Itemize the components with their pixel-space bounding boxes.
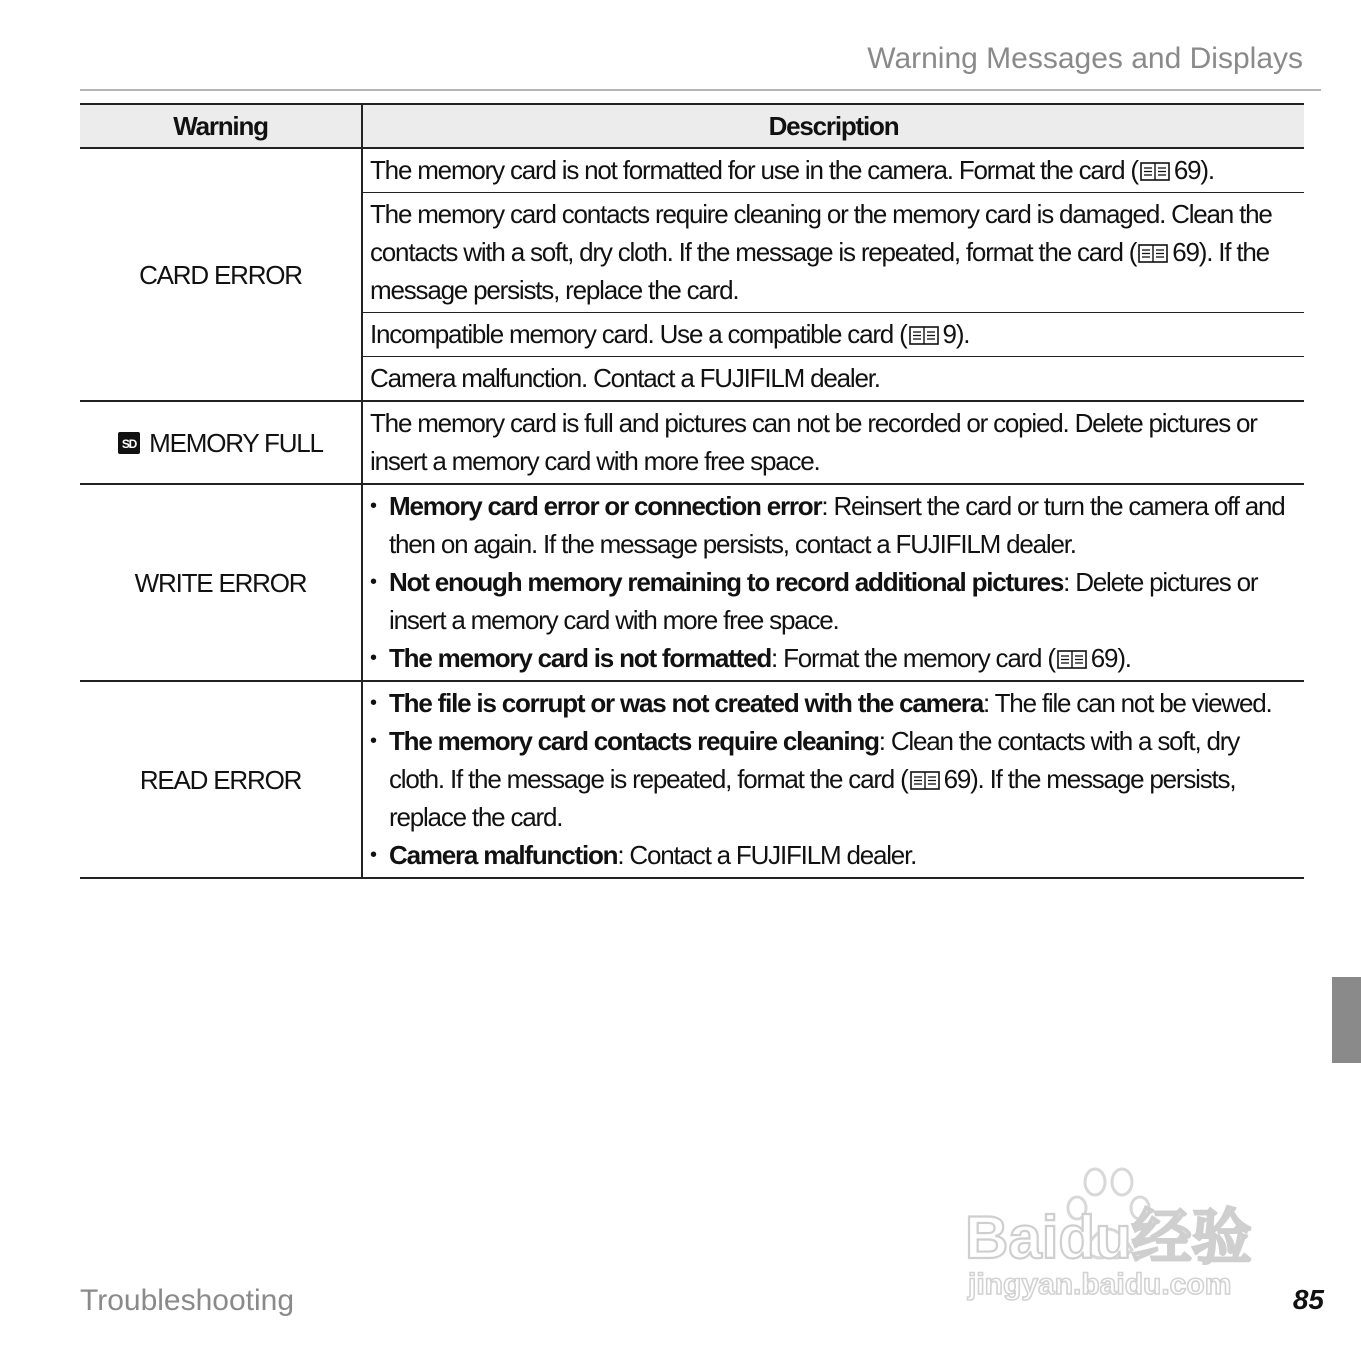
footer-section-name: Troubleshooting [80,1284,295,1317]
page-number: 85 [1292,1284,1324,1315]
card-error-description: Incompatible memory card. Use a compatible card ( 9). [362,313,1304,357]
book-icon [910,771,940,790]
list-item: • Camera malfunction: Contact a FUJIFILM dealer. [370,840,917,870]
table-row [80,401,1304,484]
list-item: • Not enough memory remaining to record additional pictures: Delete pictures or insert a memory card with more free space. [370,567,1258,635]
warning-column-header: Warning [80,104,362,148]
svg-text:jingyan.baidu.com: jingyan.baidu.com [968,1268,1232,1301]
list-item: • The file is corrupt or was not created with the camera: The file can not be viewed. [370,688,1272,718]
list-item: • Memory card error or connection error: Reinsert the card or turn the camera off and then on again. If the message persists, contact a FUJIFILM dealer. [370,491,1285,559]
description-column-header: Description [362,104,1304,148]
table-header-row [80,104,1304,148]
read-error-label: READ ERROR [80,681,362,878]
book-icon [1140,162,1170,181]
book-icon [1138,244,1168,263]
write-error-label: WRITE ERROR [80,484,362,681]
card-error-description: Camera malfunction. Contact a FUJIFILM dealer. [362,357,1304,402]
book-icon [1057,650,1087,669]
section-thumb-tab [1332,977,1361,1063]
list-item: • The memory card contacts require cleaning: Clean the contacts with a soft, dry cloth. If the message is repeated, format the card ( 69). If the message persists, replace the card. [370,726,1240,832]
table-row [80,681,1304,878]
running-header: Warning Messages and Displays [867,42,1303,75]
memory-full-description: The memory card is full and pictures can not be recorded or copied. Delete pictures or insert a memory card with more free space. [362,401,1304,484]
card-error-description: The memory card contacts require cleaning or the memory card is damaged. Clean the contacts with a soft, dry cloth. If the message is repeated, format the card ( 69). If the message persists, replace the card. [362,193,1304,313]
book-icon [909,326,939,345]
read-error-description [362,681,1304,878]
header-rule [80,89,1321,91]
warning-table [80,103,1304,879]
svg-text:SD: SD [122,436,137,451]
card-error-label: CARD ERROR [80,148,362,401]
write-error-description [362,484,1304,681]
card-error-description: The memory card is not formatted for use in the camera. Format the card ( 69). [362,148,1304,193]
baidu-watermark [960,1160,1280,1310]
table-row [80,484,1304,681]
sd-card-icon [118,432,140,454]
list-item: • The memory card is not formatted: Format the memory card ( 69). [370,643,1131,673]
memory-full-label: SD MEMORY FULL [80,401,362,484]
table-row [80,148,1304,193]
svg-text:Baidu经验: Baidu经验 [965,1204,1252,1271]
